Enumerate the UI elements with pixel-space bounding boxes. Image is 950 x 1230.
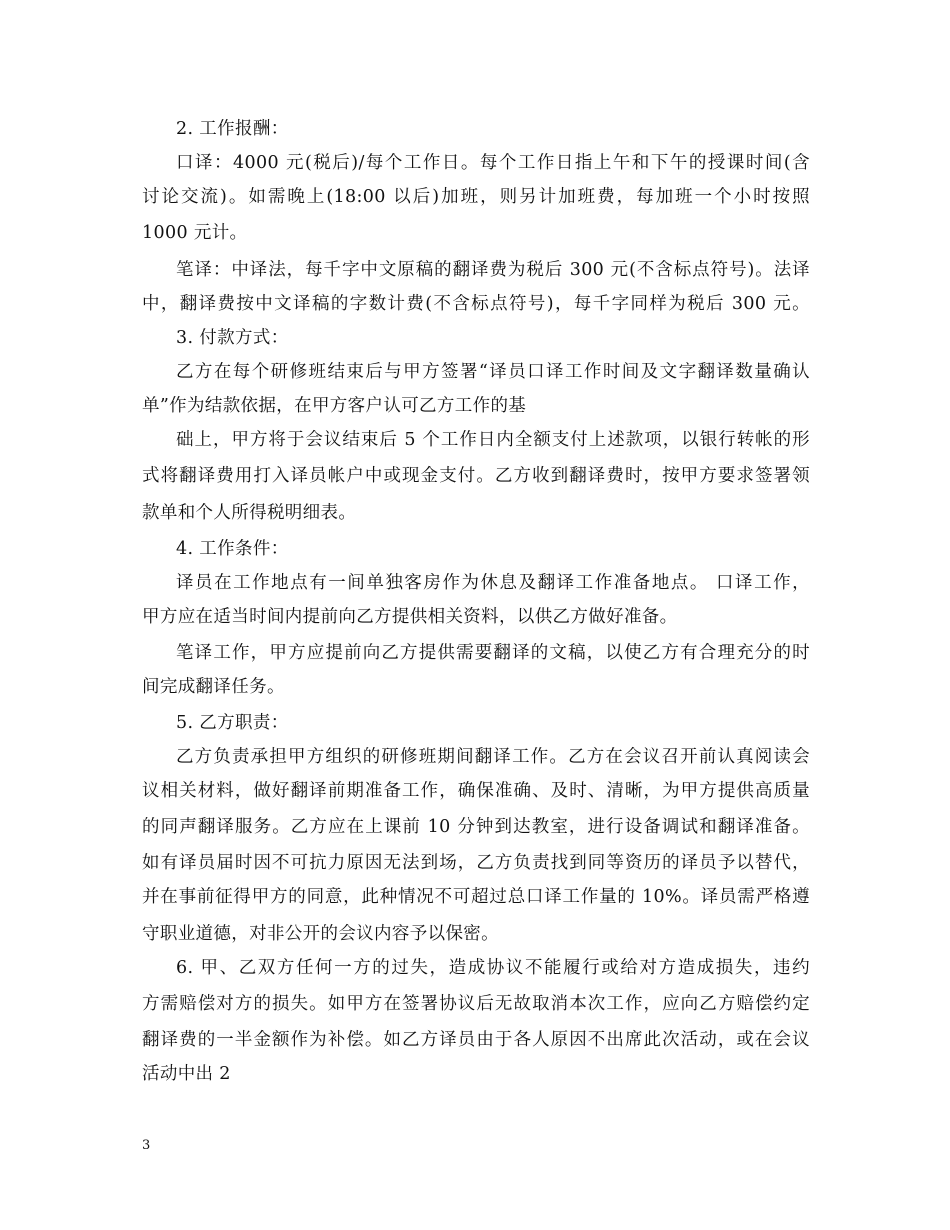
paragraph-line: 的同声翻译服务。乙方应在上课前 10 分钟到达教室，进行设备调试和翻译准备。: [142, 817, 810, 837]
section-heading-remuneration: 2. 工作报酬：: [176, 119, 289, 139]
paragraph-line: 单”作为结款依据，在甲方客户认可乙方工作的基: [142, 396, 527, 416]
paragraph-line: 1000 元计。: [142, 223, 248, 243]
paragraph-line: 间完成翻译任务。: [142, 677, 285, 697]
paragraph-line: 活动中出 2: [142, 1064, 231, 1084]
paragraph-line: 议相关材料，做好翻译前期准备工作，确保准确、及时、清晰，为甲方提供高质量: [142, 781, 810, 801]
paragraph-line: 守职业道德，对非公开的会议内容予以保密。: [142, 924, 499, 944]
section-heading-duties: 5. 乙方职责：: [176, 713, 289, 733]
section-heading-conditions: 4. 工作条件：: [176, 539, 289, 559]
section-heading-payment: 3. 付款方式：: [176, 328, 289, 348]
paragraph-line: 式将翻译费用打入译员帐户中或现金支付。乙方收到翻译费时，按甲方要求签署领: [142, 466, 810, 486]
paragraph-line: 乙方负责承担甲方组织的研修班期间翻译工作。乙方在会议召开前认真阅读会: [176, 747, 810, 767]
paragraph-line: 讨论交流)。如需晚上(18:00 以后)加班，则另计加班费，每加班一个小时按照: [142, 187, 810, 207]
paragraph-line: 如有译员届时因不可抗力原因无法到场，乙方负责找到同等资历的译员予以替代，: [142, 853, 810, 873]
paragraph-line: 6. 甲、乙双方任何一方的过失，造成协议不能履行或给对方造成损失，违约: [176, 958, 810, 978]
paragraph-line: 础上，甲方将于会议结束后 5 个工作日内全额支付上述款项，以银行转帐的形: [176, 430, 810, 450]
page-number: 3: [142, 1138, 151, 1153]
paragraph-line: 甲方应在适当时间内提前向乙方提供相关资料，以供乙方做好准备。: [142, 607, 678, 627]
paragraph-line: 笔译：中译法，每千字中文原稿的翻译费为税后 300 元(不含标点符号)。法译: [176, 260, 810, 280]
paragraph-line: 并在事前征得甲方的同意，此种情况不可超过总口译工作量的 10%。译员需严格遵: [142, 887, 810, 907]
paragraph-line: 款单和个人所得税明细表。: [142, 503, 357, 523]
paragraph-line: 中，翻译费按中文译稿的字数计费(不含标点符号)，每千字同样为税后 300 元。: [142, 294, 810, 314]
paragraph-line: 乙方在每个研修班结束后与甲方签署“译员口译工作时间及文字翻译数量确认: [176, 362, 810, 382]
paragraph-line: 译员在工作地点有一间单独客房作为休息及翻译工作准备地点。 口译工作，: [176, 573, 810, 593]
paragraph-line: 口译：4000 元(税后)/每个工作日。每个工作日指上午和下午的授课时间(含: [176, 153, 810, 173]
paragraph-line: 翻译费的一半金额作为补偿。如乙方译员由于各人原因不出席此次活动，或在会议: [142, 1030, 810, 1050]
paragraph-line: 方需赔偿对方的损失。如甲方在签署协议后无故取消本次工作，应向乙方赔偿约定: [142, 994, 810, 1014]
paragraph-line: 笔译工作，甲方应提前向乙方提供需要翻译的文稿，以使乙方有合理充分的时: [176, 643, 810, 663]
